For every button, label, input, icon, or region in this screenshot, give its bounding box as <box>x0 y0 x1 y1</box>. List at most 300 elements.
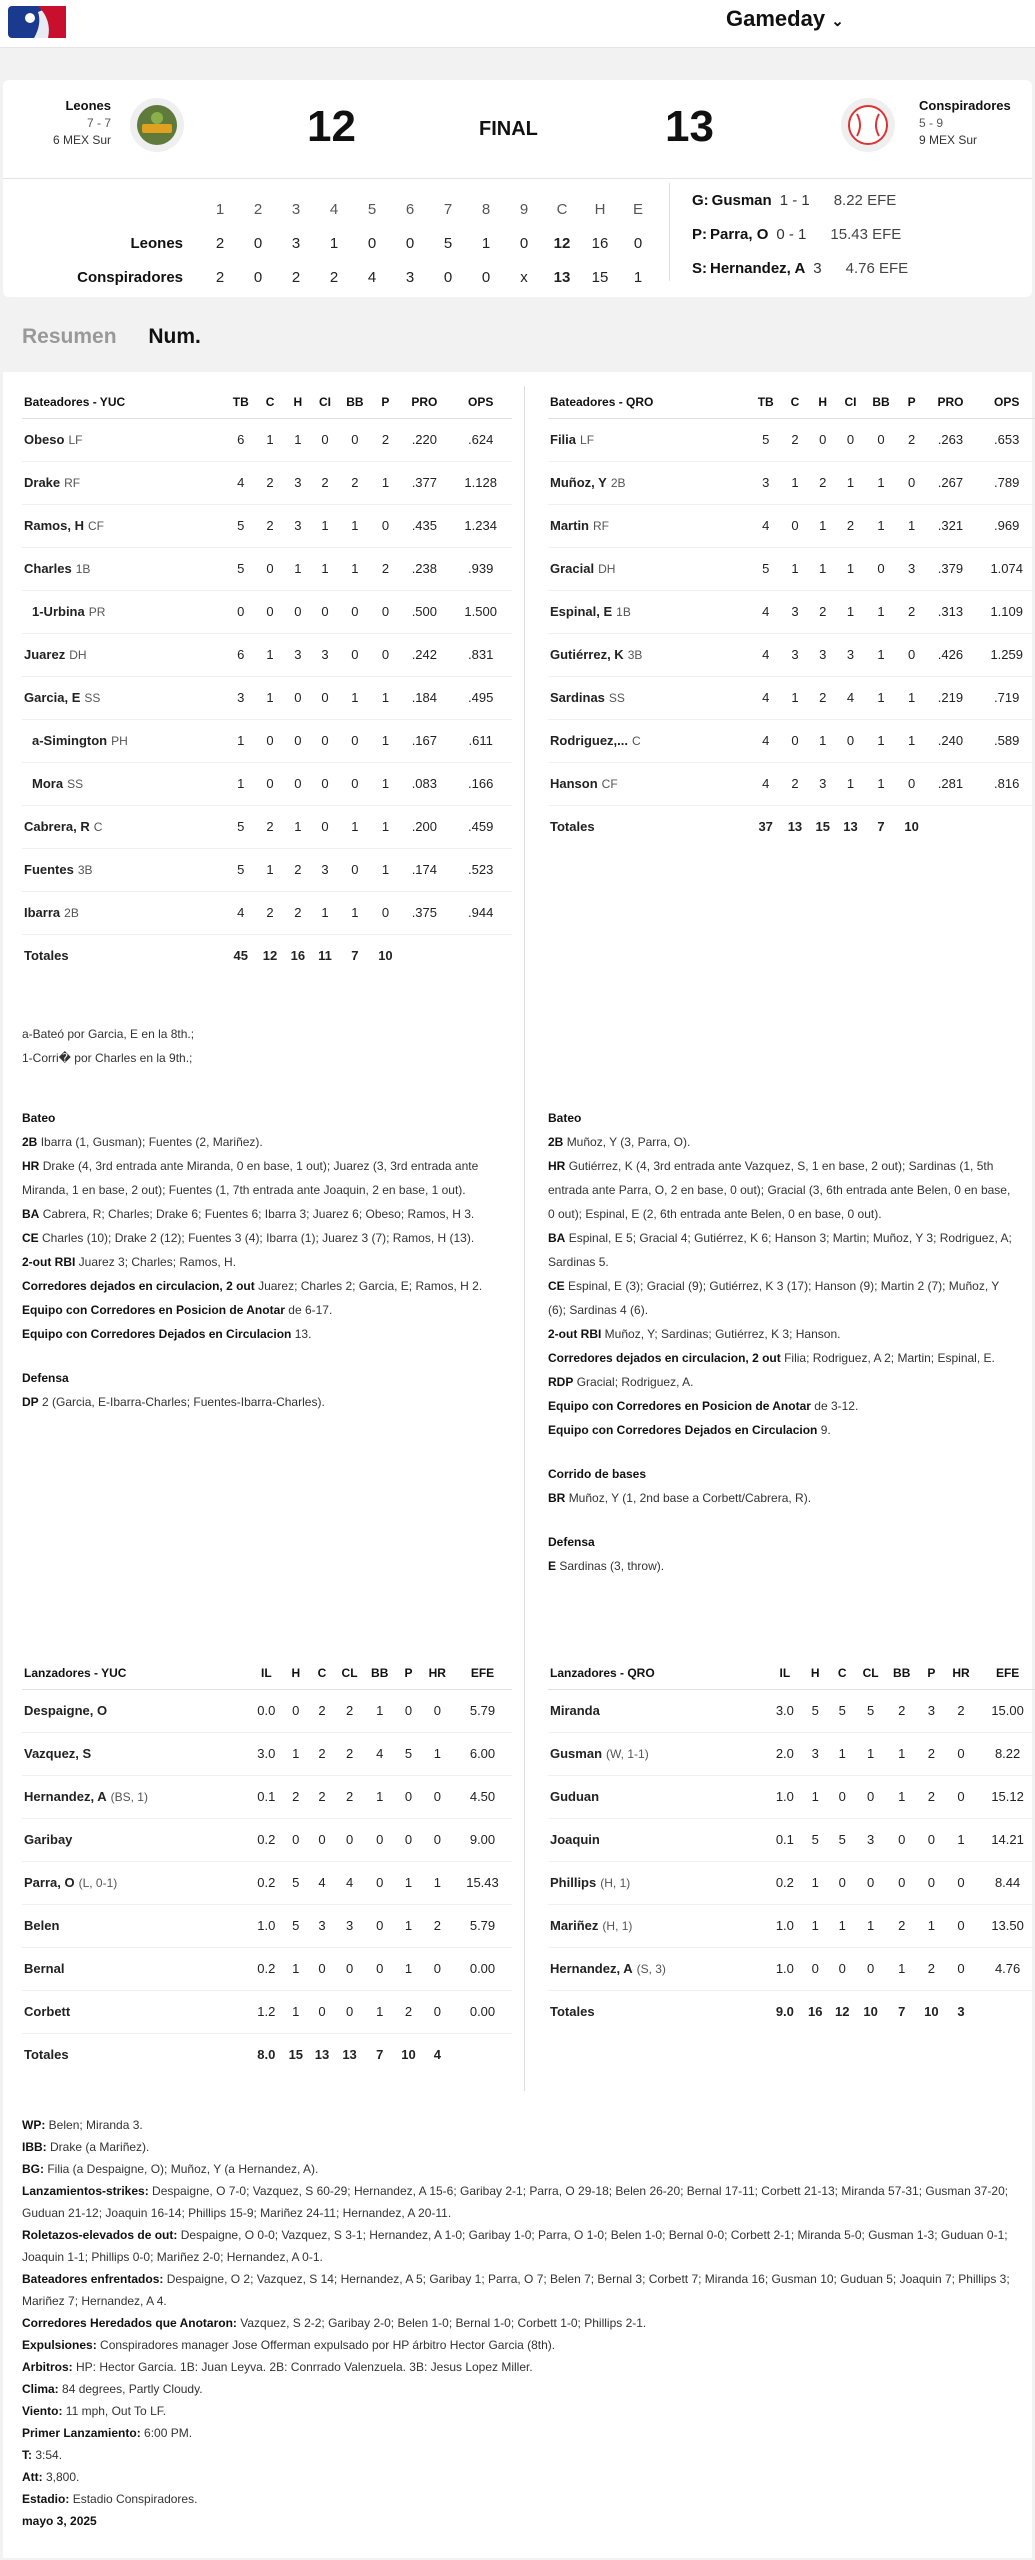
stat-cell: 0 <box>364 1861 395 1904</box>
pitcher-record: 1 - 1 <box>779 191 810 209</box>
totals-cell: 15 <box>288 2047 304 2063</box>
stat-cell: .083 <box>399 762 449 805</box>
stat-cell: .240 <box>925 719 975 762</box>
stat-cell: 0.00 <box>453 1990 512 2033</box>
column-header: EFE <box>977 1657 1035 1689</box>
game-note <box>22 2180 1022 2224</box>
player-name-link[interactable]: Corbett <box>24 2004 71 2019</box>
game-note <box>22 2488 1022 2510</box>
away-team-info <box>23 98 111 147</box>
player-name-link[interactable]: Mariñez <box>550 1918 599 1933</box>
player-name-link[interactable]: 1-Urbina <box>32 604 85 619</box>
home-batting-notes <box>548 1094 1018 1578</box>
player-name-link[interactable]: Muñoz, Y <box>550 475 607 490</box>
home-team-record: 5 - 9 <box>919 116 944 130</box>
stat-cell: 3 <box>898 547 926 590</box>
stat-cell: .200 <box>399 805 449 848</box>
linescore-header-cell: 8 <box>481 200 491 218</box>
player-cell <box>22 848 225 891</box>
table-row <box>22 1732 512 1775</box>
stat-cell: 2 <box>256 504 284 547</box>
stat-cell: 0.0 <box>250 1689 283 1732</box>
player-position: SS <box>608 691 625 705</box>
pitcher-name-link[interactable]: Parra, O <box>710 225 769 243</box>
stat-cell: 1 <box>837 547 865 590</box>
linescore-cell: 0 <box>443 268 453 286</box>
table-row <box>22 590 512 633</box>
player-cell <box>548 676 750 719</box>
stat-cell: 1 <box>864 504 897 547</box>
table-header-row <box>22 386 512 418</box>
column-header: C <box>256 386 284 418</box>
pitcher-decision-note: (L, 0-1) <box>78 1876 118 1890</box>
column-header: PRO <box>399 386 449 418</box>
player-name-link[interactable]: Hanson <box>550 776 598 791</box>
stat-cell: 0 <box>256 762 284 805</box>
totals-cell <box>975 805 1035 848</box>
stat-cell: 6 <box>225 633 256 676</box>
stat-cell: 0 <box>422 1775 453 1818</box>
stat-cell: 0 <box>225 590 256 633</box>
home-team-logo-icon[interactable] <box>841 98 895 152</box>
stat-cell: 1 <box>781 461 809 504</box>
stat-cell: 3 <box>335 1904 364 1947</box>
table-row <box>22 1818 512 1861</box>
player-position: CF <box>601 777 618 791</box>
table-row <box>548 1947 1035 1990</box>
stat-cell: 8.44 <box>977 1861 1035 1904</box>
table-row <box>548 418 1035 461</box>
note-key: WP: <box>22 2118 46 2132</box>
stat-cell: 0 <box>256 590 284 633</box>
stat-cell: 1 <box>829 1732 856 1775</box>
table-row <box>548 461 1035 504</box>
player-name-link[interactable]: Garcia, E <box>24 690 81 705</box>
stat-cell: .816 <box>975 762 1035 805</box>
note-key: Corredores dejados en circulacion, 2 out <box>22 1279 255 1293</box>
stat-cell: 0 <box>256 719 284 762</box>
note-value: Vazquez, S 2-2; Garibay 2-0; Belen 1-0; Bernal 1-0; Corbett 1-0; Phillips 2-1. <box>240 2316 647 2330</box>
note-key: CE <box>548 1279 565 1293</box>
pitcher-decisions <box>669 183 1019 281</box>
player-name-link[interactable]: Mora <box>32 776 64 791</box>
totals-cell: 7 <box>877 819 885 835</box>
column-header: EFE <box>453 1657 512 1689</box>
stat-cell: 2 <box>309 1732 335 1775</box>
player-name-link[interactable]: Sardinas <box>550 690 605 705</box>
stat-cell: 1.0 <box>768 1947 802 1990</box>
note-key: 2-out RBI <box>22 1255 76 1269</box>
player-name-link[interactable]: Guduan <box>550 1789 600 1804</box>
home-team-name[interactable]: Conspiradores <box>919 98 1011 113</box>
player-cell <box>22 547 225 590</box>
table-row <box>548 1904 1035 1947</box>
player-cell <box>22 633 225 676</box>
totals-cell: 12 <box>262 948 278 964</box>
table-row <box>22 1775 512 1818</box>
stat-cell: 1 <box>283 1990 309 2033</box>
pitcher-decision-note: (BS, 1) <box>110 1790 148 1804</box>
table-header-row <box>548 386 1035 418</box>
stat-cell: 1 <box>802 1775 829 1818</box>
mlb-logo-icon[interactable] <box>8 6 66 38</box>
pitcher-record: 0 - 1 <box>776 225 807 243</box>
totals-row <box>22 2033 512 2076</box>
note-key: Equipo con Corredores en Posicion de Anotar <box>548 1399 811 1413</box>
pitcher-name-link[interactable]: Hernandez, A <box>710 259 806 277</box>
tab-resumen[interactable]: Resumen <box>22 325 117 348</box>
player-position: 1B <box>616 605 631 619</box>
column-header: CI <box>837 386 865 418</box>
stat-cell: 0 <box>372 590 400 633</box>
stat-cell: 0 <box>918 1861 945 1904</box>
table-row <box>548 762 1035 805</box>
stat-cell: .611 <box>449 719 512 762</box>
column-header: CL <box>335 1657 364 1689</box>
player-name-link[interactable]: Rodriguez,... <box>550 733 628 748</box>
stat-cell: 1 <box>225 719 256 762</box>
linescore-team: Conspiradores <box>77 268 183 286</box>
stat-cell: 3 <box>309 1904 335 1947</box>
player-name-link[interactable]: Espinal, E <box>550 604 613 619</box>
player-name-link[interactable]: Juarez <box>24 647 66 662</box>
note-value: Muñoz, Y (3, Parra, O). <box>566 1135 691 1149</box>
player-name-link[interactable]: Gracial <box>550 561 595 576</box>
totals-cell: 15 <box>815 819 830 835</box>
linescore-header-cell: 7 <box>443 200 453 218</box>
stat-cell: 0 <box>338 719 371 762</box>
stat-cell: 6.00 <box>453 1732 512 1775</box>
stat-cell: 0 <box>829 1775 856 1818</box>
player-cell <box>22 590 225 633</box>
column-header: TB <box>225 386 256 418</box>
player-cell <box>548 1689 768 1732</box>
pitcher-era: 8.22 EFE <box>833 191 897 209</box>
stat-cell: 1 <box>372 461 400 504</box>
linescore-cell: 3 <box>405 268 415 286</box>
substitution-note: 1-Corri� por Charles en la 9th.; <box>22 1051 193 1065</box>
note-value: 13. <box>294 1327 312 1341</box>
player-name-link[interactable]: Hernandez, A <box>550 1961 633 1976</box>
stat-cell: 0 <box>422 1818 453 1861</box>
stat-cell: 4 <box>225 461 256 504</box>
stat-cell: 3 <box>809 762 837 805</box>
spacer <box>548 1442 1018 1450</box>
stat-cell: 0 <box>945 1732 977 1775</box>
stat-cell: 0 <box>802 1947 829 1990</box>
stat-cell: 2 <box>309 1775 335 1818</box>
pitcher-decision-note: (H, 1) <box>600 1876 631 1890</box>
stat-cell: 2 <box>335 1689 364 1732</box>
stat-cell: 2 <box>898 418 926 461</box>
player-name-link[interactable]: Despaigne, O <box>24 1703 108 1718</box>
away-team-name[interactable]: Leones <box>65 98 111 113</box>
player-name-link[interactable]: Bernal <box>24 1961 65 1976</box>
player-name-link[interactable]: Obeso <box>24 432 65 447</box>
player-position: PH <box>111 734 128 748</box>
player-position: 3B <box>627 648 643 662</box>
stat-cell: 1.109 <box>975 590 1035 633</box>
player-name-link[interactable]: Charles <box>24 561 72 576</box>
game-note <box>22 2400 1022 2422</box>
scoreboard <box>3 80 1032 297</box>
note-value: Muñoz, Y (1, 2nd base a Corbett/Cabrera, R). <box>568 1491 812 1505</box>
stat-cell: .313 <box>925 590 975 633</box>
stat-cell: .459 <box>449 805 512 848</box>
linescore-cell: 0 <box>405 234 415 252</box>
home-batting-table <box>548 386 1035 848</box>
note-value: 9. <box>820 1423 831 1437</box>
stat-cell: 2 <box>372 547 400 590</box>
stat-cell: 0 <box>309 1990 335 2033</box>
player-cell <box>548 547 750 590</box>
stat-cell: 0.00 <box>453 1947 512 1990</box>
table-row <box>548 590 1035 633</box>
stat-cell: .624 <box>449 418 512 461</box>
player-name-link[interactable]: Gutiérrez, K <box>550 647 624 662</box>
stat-cell: 2 <box>837 504 865 547</box>
stat-cell: 0 <box>864 418 897 461</box>
player-name-link[interactable]: Miranda <box>550 1703 600 1718</box>
player-name-link[interactable]: Ibarra <box>24 905 61 920</box>
stat-cell: .426 <box>925 633 975 676</box>
gameday-menu[interactable] <box>726 6 844 32</box>
stat-cell: 15.00 <box>977 1689 1035 1732</box>
player-cell <box>548 504 750 547</box>
table-row <box>22 1904 512 1947</box>
stat-cell: 0 <box>335 1990 364 2033</box>
stat-cell: .653 <box>975 418 1035 461</box>
totals-cell: 10 <box>904 819 919 835</box>
stat-cell: 2 <box>809 461 837 504</box>
note-value: Juarez; Charles 2; Garcia, E; Ramos, H 2. <box>258 1279 483 1293</box>
player-name-link[interactable]: Vazquez, S <box>24 1746 92 1761</box>
stat-cell: 0 <box>312 762 338 805</box>
stat-cell: 0 <box>856 1775 886 1818</box>
player-name-link[interactable]: Ramos, H <box>24 518 84 533</box>
pitcher-name-link[interactable]: Gusman <box>711 191 772 209</box>
stat-cell: 1 <box>837 590 865 633</box>
stat-cell: 5.79 <box>453 1904 512 1947</box>
game-info-notes <box>22 2114 1022 2532</box>
totals-cell: 7 <box>351 948 359 964</box>
stat-cell: 3 <box>312 633 338 676</box>
note-key: Primer Lanzamiento: <box>22 2426 141 2440</box>
linescore-errors: 0 <box>633 234 643 252</box>
column-divider <box>524 386 525 2091</box>
player-name-link[interactable]: Phillips <box>550 1875 597 1890</box>
stat-cell: 0 <box>312 719 338 762</box>
column-header: P <box>898 386 926 418</box>
away-team-logo-icon[interactable] <box>130 98 184 152</box>
stat-cell: 0 <box>945 1861 977 1904</box>
note-key: 2B <box>22 1135 38 1149</box>
stat-cell: 1 <box>364 1775 395 1818</box>
player-name-link[interactable]: Fuentes <box>24 862 74 877</box>
stat-cell: 0 <box>335 1818 364 1861</box>
stat-cell: 0 <box>338 418 371 461</box>
game-note <box>22 2158 1022 2180</box>
stat-cell: 0.2 <box>250 1947 283 1990</box>
game-note <box>22 2444 1022 2466</box>
stat-cell: 0 <box>837 719 865 762</box>
stat-cell: 1 <box>338 547 371 590</box>
totals-cell: 16 <box>807 2004 823 2020</box>
player-cell <box>22 676 225 719</box>
stat-cell: 0.2 <box>768 1861 802 1904</box>
stat-cell: 3 <box>856 1818 886 1861</box>
linescore-header-cell: 3 <box>291 200 301 218</box>
stat-cell: 0 <box>338 633 371 676</box>
linescore-cell: x <box>520 268 528 286</box>
player-cell <box>22 1775 250 1818</box>
table-title: Lanzadores - QRO <box>548 1657 768 1689</box>
stat-cell: 4 <box>837 676 865 719</box>
player-position: 1B <box>75 562 91 576</box>
player-name-link[interactable]: Cabrera, R <box>24 819 90 834</box>
stat-cell: 1.234 <box>449 504 512 547</box>
column-header: C <box>309 1657 335 1689</box>
stat-cell: 2 <box>335 1732 364 1775</box>
stat-cell: 0.1 <box>768 1818 802 1861</box>
linescore-header-cell: C <box>556 200 568 218</box>
player-name-link[interactable]: Joaquin <box>550 1832 600 1847</box>
player-name-link[interactable]: Hernandez, A <box>24 1789 107 1804</box>
stat-cell: 3.0 <box>250 1732 283 1775</box>
winning-pitcher <box>692 183 1019 217</box>
stat-cell: .375 <box>399 891 449 934</box>
stat-cell: .174 <box>399 848 449 891</box>
linescore-header-cell: 6 <box>405 200 415 218</box>
stat-cell: 0 <box>864 547 897 590</box>
batting-note <box>548 1154 1018 1226</box>
stat-cell: 4 <box>225 891 256 934</box>
stat-cell: 2 <box>898 590 926 633</box>
totals-cell: 10 <box>924 2004 939 2020</box>
batting-note <box>22 1322 492 1346</box>
player-cell <box>22 719 225 762</box>
linescore-cell: 0 <box>367 234 377 252</box>
note-key: CE <box>22 1231 39 1245</box>
stat-cell: 0 <box>886 1818 918 1861</box>
player-name-link[interactable]: Gusman <box>550 1746 603 1761</box>
player-position: C <box>632 734 641 748</box>
stat-cell: 2 <box>372 418 400 461</box>
player-name-link[interactable]: Drake <box>24 475 61 490</box>
section-heading-bateo: Bateo <box>548 1111 582 1125</box>
stat-cell: 1 <box>312 547 338 590</box>
stat-cell: 4.76 <box>977 1947 1035 1990</box>
pitcher-decision-note: (W, 1-1) <box>606 1747 649 1761</box>
stat-cell: 4.50 <box>453 1775 512 1818</box>
stat-cell: 1 <box>338 805 371 848</box>
chevron-down-icon: ⌄ <box>831 13 844 30</box>
note-value: Espinal, E 5; Gracial 4; Gutiérrez, K 6; Hanson 3; Martin; Muñoz, Y 3; Rodriguez, A; Sardinas 5. <box>548 1231 1012 1269</box>
stat-cell: 3.0 <box>768 1689 802 1732</box>
totals-cell: 13 <box>843 819 858 835</box>
tab-num[interactable]: Num. <box>148 325 201 348</box>
game-note <box>22 2224 1022 2268</box>
player-cell <box>548 1904 768 1947</box>
section-heading-corrido: Corrido de bases <box>548 1467 647 1481</box>
home-team-info <box>919 98 1019 147</box>
game-note <box>22 2334 1022 2356</box>
column-header: H <box>283 1657 309 1689</box>
linescore-cell: 2 <box>291 268 301 286</box>
stat-cell: .377 <box>399 461 449 504</box>
table-row <box>22 891 512 934</box>
section-heading-defensa: Defensa <box>22 1371 69 1385</box>
player-cell <box>22 891 225 934</box>
player-position: 2B <box>64 906 79 920</box>
stat-cell: 0 <box>898 633 926 676</box>
player-name-link[interactable]: a-Simington <box>32 733 108 748</box>
player-name-link[interactable]: Garibay <box>24 1832 73 1847</box>
boxscore <box>3 372 1032 2558</box>
table-row <box>548 1732 1035 1775</box>
stat-cell: 0 <box>364 1818 395 1861</box>
linescore-runs: 12 <box>553 234 571 252</box>
stat-cell: 5 <box>225 805 256 848</box>
stat-cell: 5 <box>225 848 256 891</box>
table-row <box>22 848 512 891</box>
player-name-link[interactable]: Parra, O <box>24 1875 75 1890</box>
table-title: Bateadores - YUC <box>22 386 225 418</box>
stat-cell: 1 <box>802 1904 829 1947</box>
player-position: RF <box>64 476 81 490</box>
stat-cell: 0 <box>256 547 284 590</box>
linescore-header-cell: 4 <box>329 200 339 218</box>
note-key: Corredores Heredados que Anotaron: <box>22 2316 237 2330</box>
stat-cell: 1 <box>809 719 837 762</box>
column-header: CI <box>312 386 338 418</box>
stat-cell: 1 <box>372 848 400 891</box>
spacer <box>22 1346 492 1354</box>
player-name-link[interactable]: Belen <box>24 1918 60 1933</box>
stat-cell: 15.43 <box>453 1861 512 1904</box>
baserunning-note <box>548 1486 1018 1510</box>
note-key: Equipo con Corredores Dejados en Circulacion <box>22 1327 292 1341</box>
column-header: IL <box>768 1657 802 1689</box>
totals-cell: 3 <box>957 2004 965 2020</box>
column-header: BB <box>338 386 371 418</box>
game-note <box>22 2114 1022 2136</box>
column-header: BB <box>864 386 897 418</box>
stat-cell: 5 <box>802 1689 829 1732</box>
note-value: Gracial; Rodriguez, A. <box>576 1375 694 1389</box>
table-row <box>22 805 512 848</box>
totals-row <box>22 934 512 977</box>
note-key: IBB: <box>22 2140 47 2154</box>
stat-cell: 1 <box>256 676 284 719</box>
stat-cell: 1 <box>338 504 371 547</box>
stat-cell: .219 <box>925 676 975 719</box>
stat-cell: 0 <box>284 719 312 762</box>
stat-cell: .379 <box>925 547 975 590</box>
player-name-link[interactable]: Martin <box>550 518 589 533</box>
note-value: Charles (10); Drake 2 (12); Fuentes 3 (4); Ibarra (1); Juarez 3 (7); Ramos, H (13). <box>42 1231 475 1245</box>
stat-cell: .939 <box>449 547 512 590</box>
table-row <box>22 1947 512 1990</box>
stat-cell: 0 <box>338 848 371 891</box>
column-header: H <box>809 386 837 418</box>
stat-cell: 15.12 <box>977 1775 1035 1818</box>
totals-cell: 9.0 <box>775 2004 794 2020</box>
note-key: Att: <box>22 2470 43 2484</box>
stat-cell: 0 <box>309 1947 335 1990</box>
player-name-link[interactable]: Filia <box>550 432 577 447</box>
save-pitcher <box>692 251 1019 285</box>
